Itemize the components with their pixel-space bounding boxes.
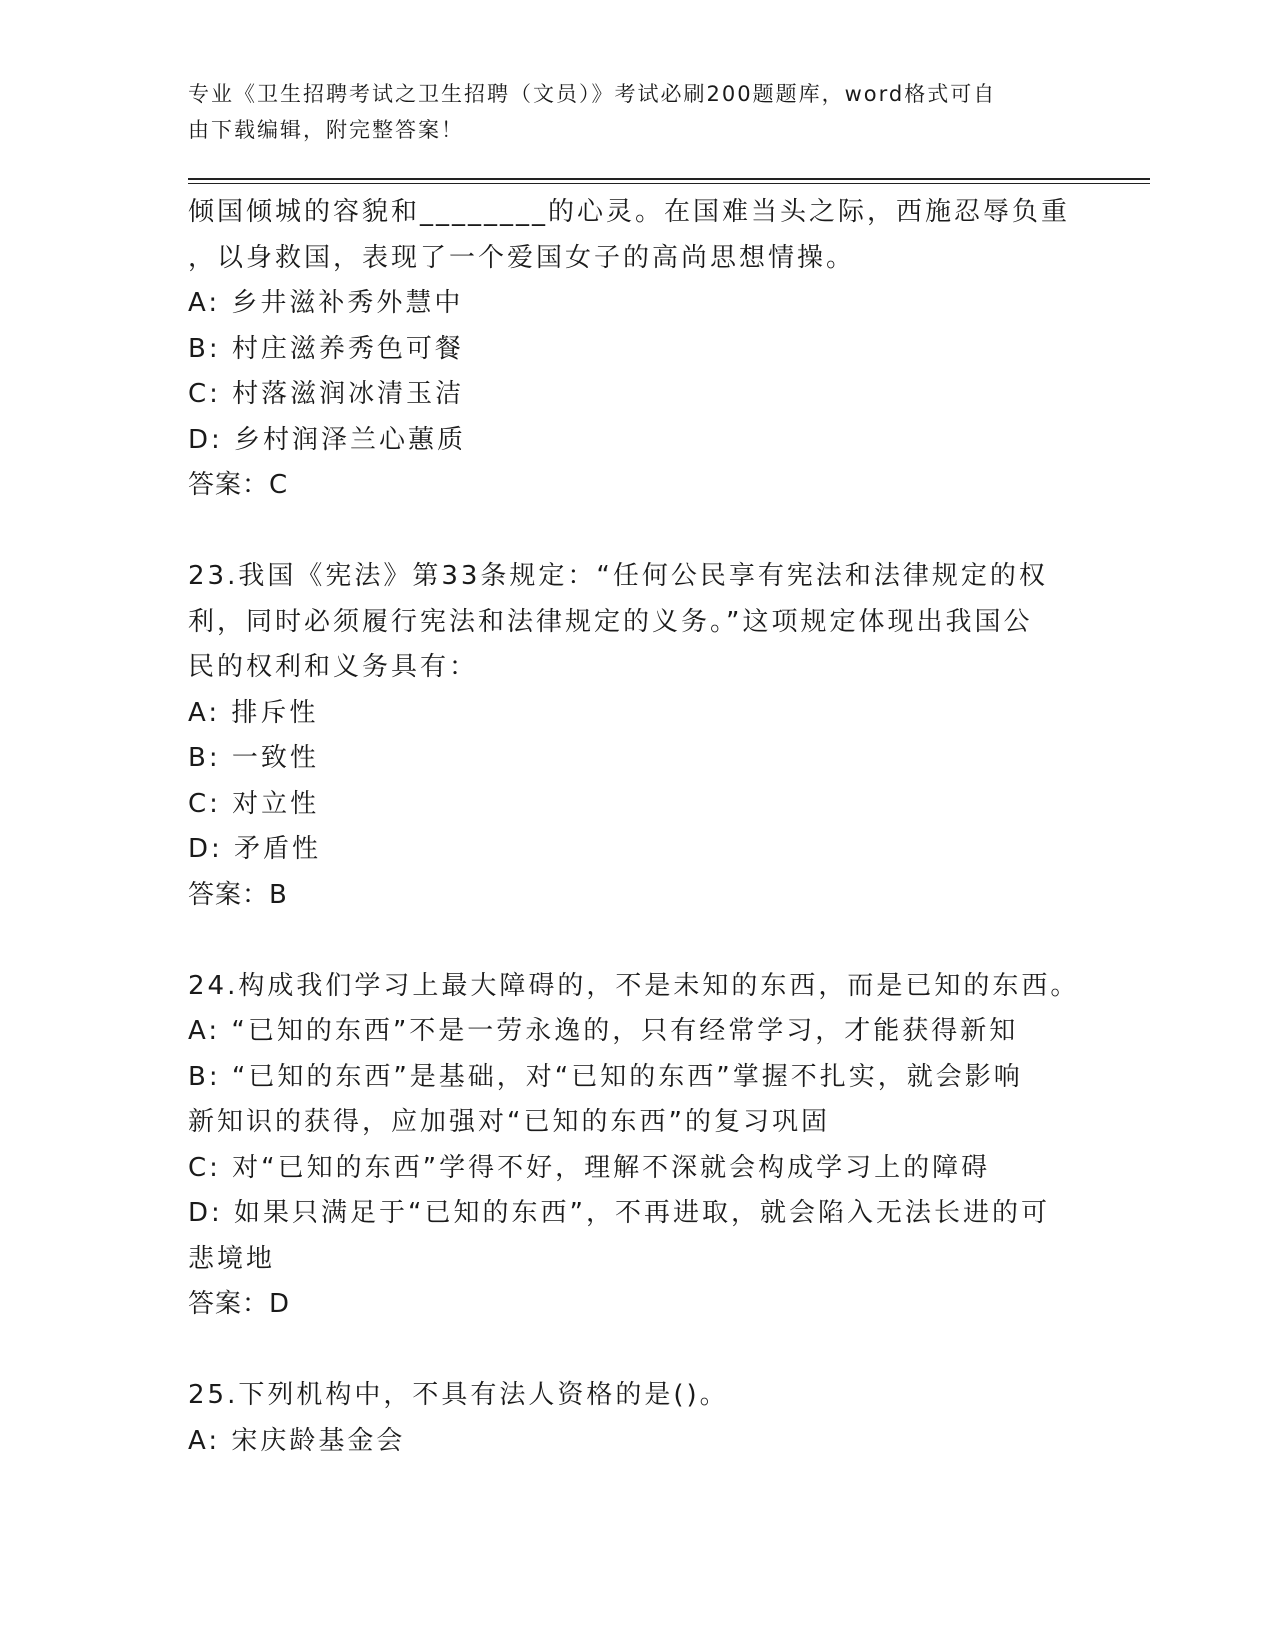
option-a: A: 宋庆龄基金会 (188, 1425, 406, 1456)
option-d-continued: 悲境地 (188, 1243, 276, 1274)
question-text: ，以身救国，表现了一个爱国女子的高尚思想情操。 (188, 242, 856, 273)
header-divider-thick (188, 178, 1150, 180)
option-b: B: “已知的东西”是基础，对“已知的东西”掌握不扎实，就会影响 (188, 1061, 1023, 1092)
option-b-continued: 新知识的获得，应加强对“已知的东西”的复习巩固 (188, 1107, 830, 1137)
option-b: B: 村庄滋养秀色可餐 (188, 333, 464, 364)
question-list (188, 190, 1080, 1464)
header-divider-thin (188, 183, 1150, 184)
option-d: D: 如果只满足于“已知的东西”，不再进取，就会陷入无法长进的可 (188, 1198, 1050, 1228)
question-24 (188, 964, 1080, 1328)
question-23 (188, 554, 1068, 918)
answer: 答案：D (188, 1289, 291, 1319)
document-header (188, 76, 1068, 148)
question-text: 25.下列机构中，不具有法人资格的是()。 (188, 1380, 729, 1410)
option-d: D: 乡村润泽兰心蕙质 (188, 424, 467, 455)
question-22 (188, 190, 1071, 509)
option-c: C: 对立性 (188, 788, 320, 819)
option-c: C: 对“已知的东西”学得不好，理解不深就会构成学习上的障碍 (188, 1152, 991, 1183)
answer: 答案：B (188, 879, 288, 910)
option-b: B: 一致性 (188, 743, 319, 773)
question-text: 利，同时必须履行宪法和法律规定的义务。”这项规定体现出我国公 (188, 606, 1033, 637)
header-line-1: 专业《卫生招聘考试之卫生招聘（文员）》考试必刷200题题库，word格式可自 (188, 82, 997, 106)
option-a: A: “已知的东西”不是一劳永逸的，只有经常学习，才能获得新知 (188, 1016, 1019, 1046)
header-line-2: 由下载编辑，附完整答案！ (188, 118, 464, 142)
option-d: D: 矛盾性 (188, 834, 322, 864)
question-text: 23.我国《宪法》第33条规定：“任何公民享有宪法和法律规定的权 (188, 561, 1048, 591)
question-25 (188, 1373, 1068, 1464)
option-a: A: 排斥性 (188, 697, 319, 728)
question-text: 倾国倾城的容貌和________的心灵。在国难当头之际，西施忍辱负重 (188, 197, 1071, 227)
option-c: C: 村落滋润冰清玉洁 (188, 379, 465, 409)
option-a: A: 乡井滋补秀外慧中 (188, 288, 464, 318)
question-text: 民的权利和义务具有： (188, 652, 479, 682)
answer: 答案：C (188, 470, 289, 500)
question-text: 24.构成我们学习上最大障碍的，不是未知的东西，而是已知的东西。 (188, 970, 1080, 1001)
